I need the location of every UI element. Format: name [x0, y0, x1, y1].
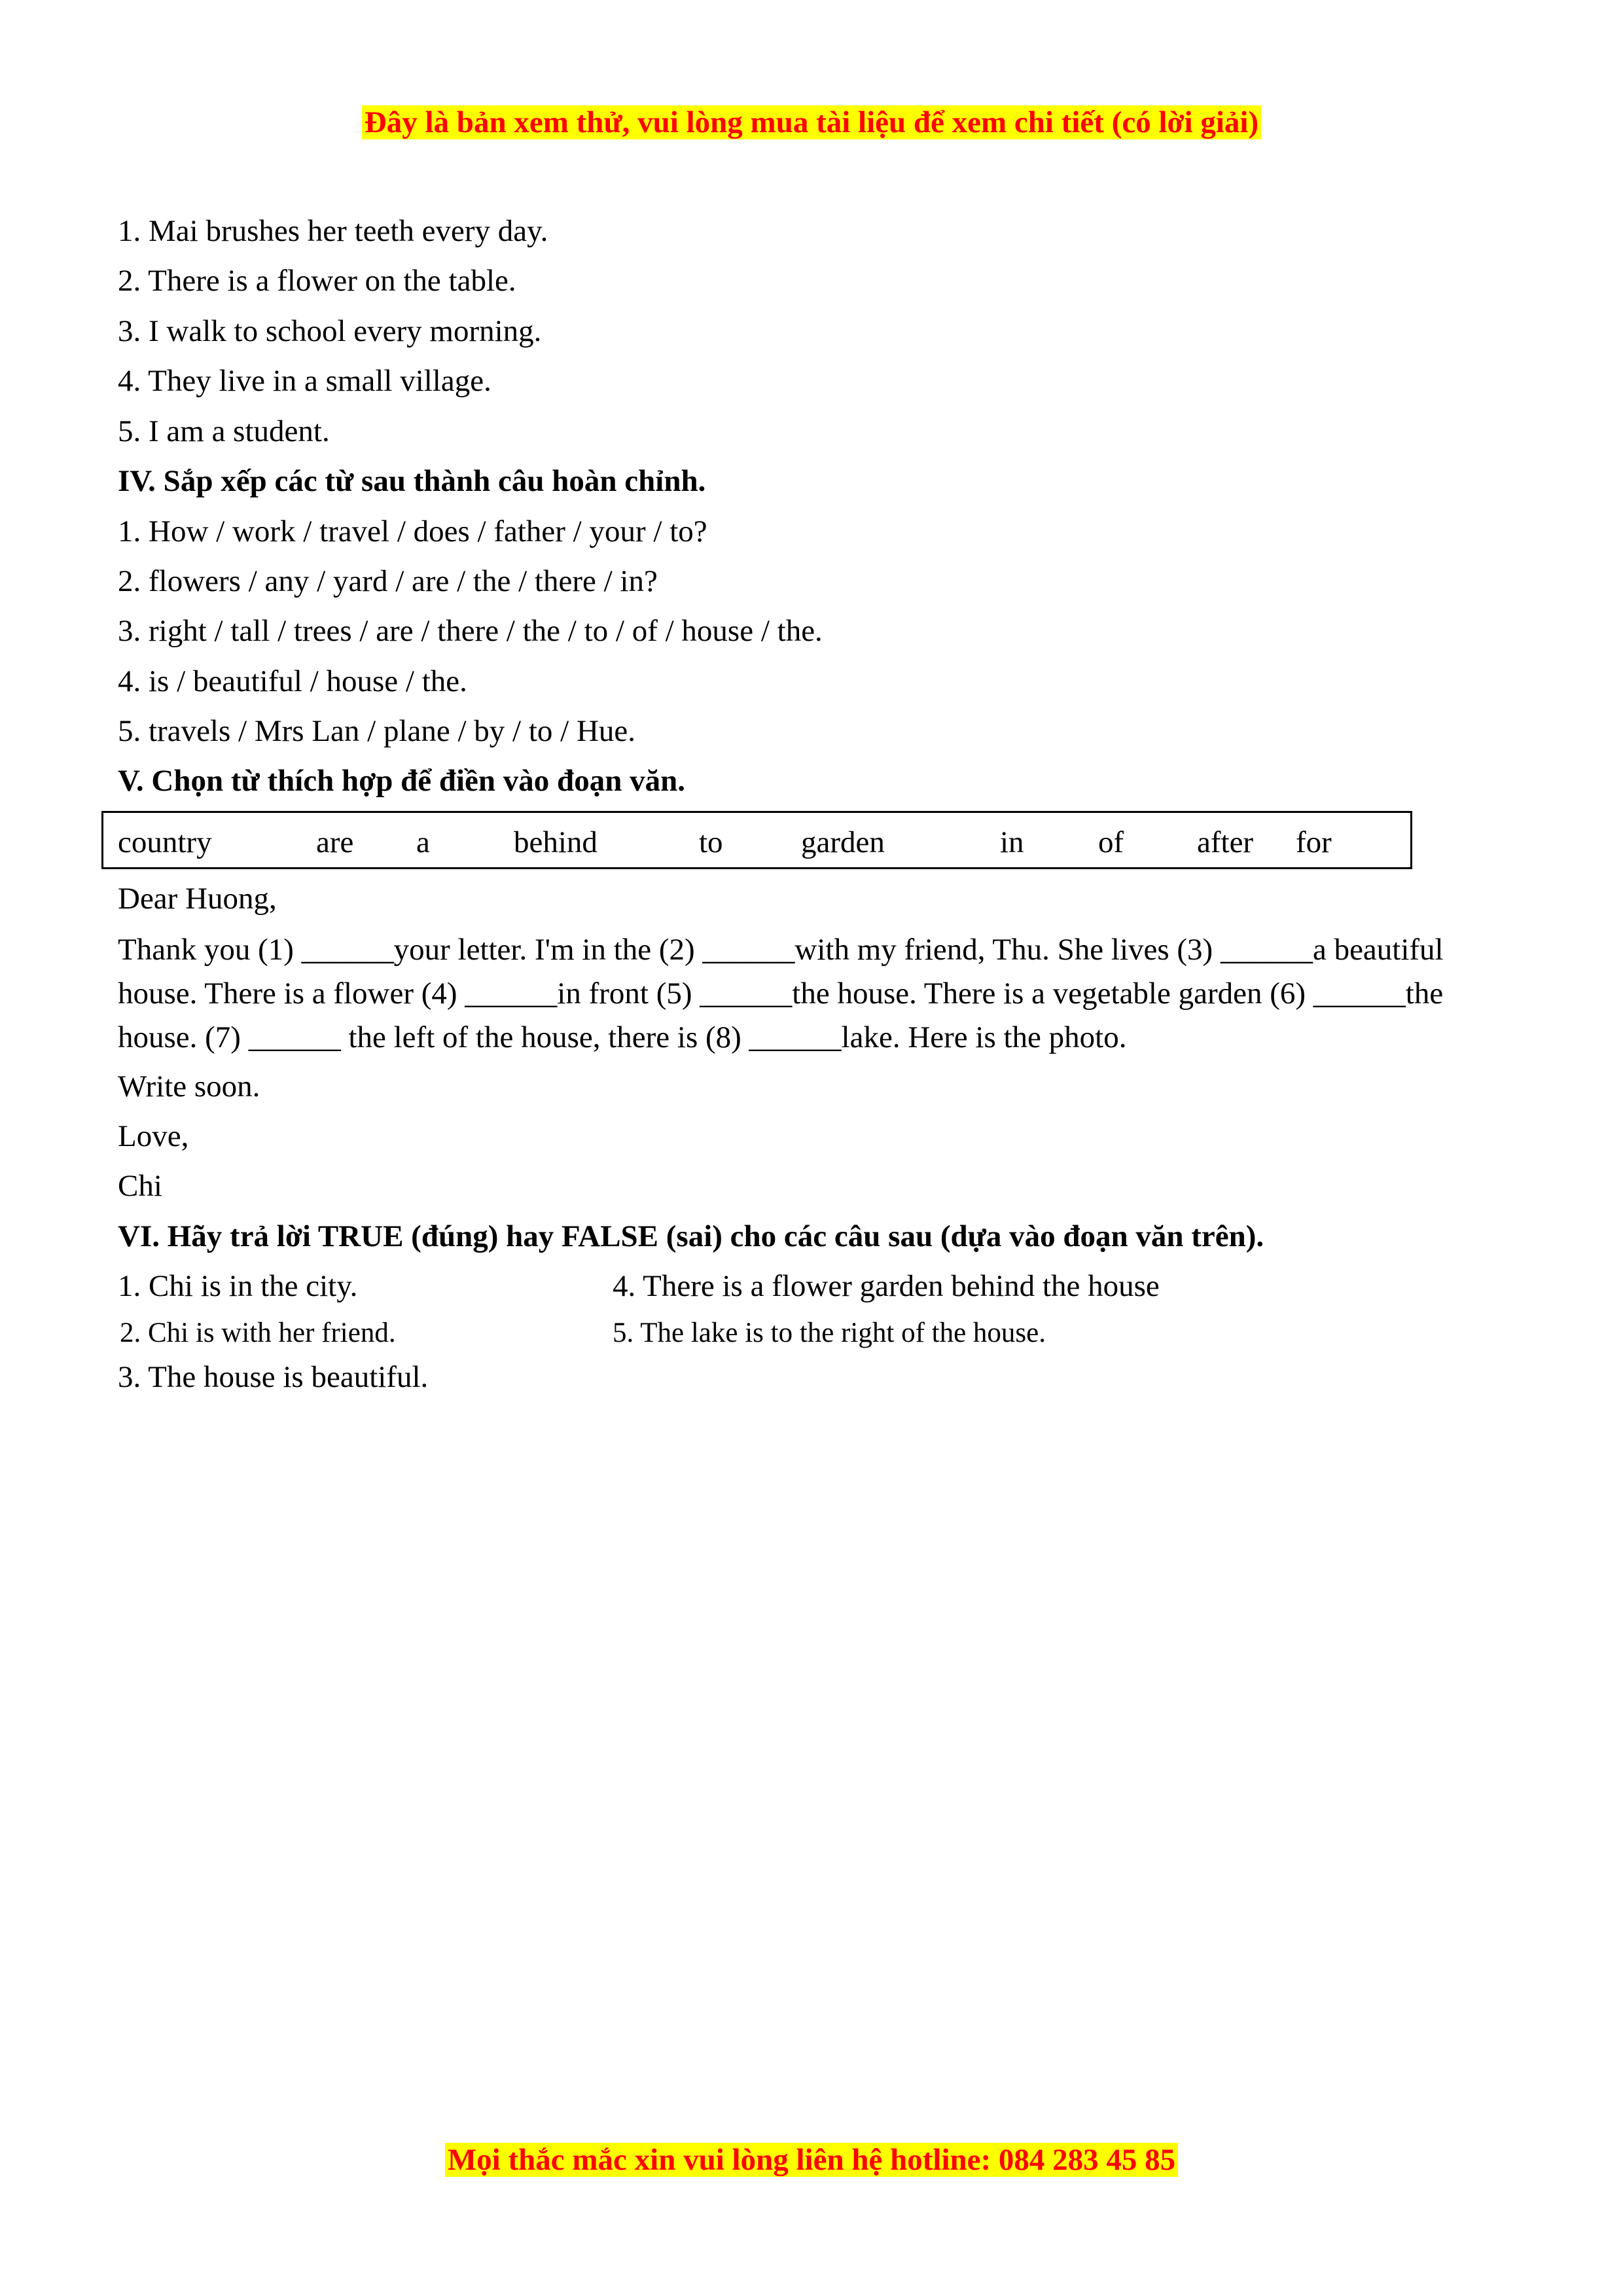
word-bank-word: behind	[514, 825, 597, 859]
word-bank-word: after	[1197, 825, 1254, 859]
letter-signoff: Love,	[118, 1119, 189, 1153]
hotline-notice-banner	[0, 2142, 1623, 2178]
word-bank-word: a	[416, 825, 430, 859]
preview-notice-banner	[0, 105, 1623, 140]
word-bank-word: for	[1296, 825, 1332, 859]
word-bank-word: are	[316, 825, 354, 859]
letter-closing: Write soon.	[118, 1069, 260, 1103]
word-bank-word: of	[1098, 825, 1124, 859]
true-false-item: 1. Chi is in the city.	[118, 1269, 358, 1303]
true-false-item: 2. Chi is with her friend.	[120, 1318, 396, 1348]
preview-notice-text: Đây là bản xem thử, vui lòng mua tài liệu để xem chi tiết (có lời giải)	[362, 105, 1261, 139]
letter-signature: Chi	[118, 1169, 162, 1203]
word-bank-box	[101, 811, 1412, 869]
exercise-item: 1. Mai brushes her teeth every day.	[118, 214, 548, 248]
true-false-item: 5. The lake is to the right of the house.	[613, 1318, 1046, 1348]
sentence-scramble-item: 5. travels / Mrs Lan / plane / by / to / Hue.	[118, 714, 636, 748]
sentence-scramble-item: 1. How / work / travel / does / father / your / to?	[118, 514, 707, 548]
word-bank-word: in	[1000, 825, 1024, 859]
exercise-item: 2. There is a flower on the table.	[118, 264, 516, 298]
true-false-item: 4. There is a flower garden behind the house	[613, 1269, 1160, 1303]
exercise-item: 5. I am a student.	[118, 414, 330, 448]
true-false-item: 3. The house is beautiful.	[118, 1360, 429, 1394]
sentence-scramble-item: 2. flowers / any / yard / are / the / there / in?	[118, 564, 658, 598]
hotline-notice-text: Mọi thắc mắc xin vui lòng liên hệ hotline: 084 283 45 85	[445, 2143, 1178, 2177]
sentence-scramble-item: 4. is / beautiful / house / the.	[118, 664, 467, 698]
exercise-item: 4. They live in a small village.	[118, 364, 491, 398]
sentence-scramble-item: 3. right / tall / trees / are / there / the / to / of / house / the.	[118, 614, 823, 648]
letter-paragraph: Thank you (1) ______your letter. I'm in the (2) ______with my friend, Thu. She lives (3) ______a beautiful house. There is a flower (4) ______in front (5) ______the house. There is a vegetable garden (6) ______the house. (7) ______ the left of the house, there is (8) ______lake. Here is the photo.	[118, 933, 1444, 1054]
exercise-item: 3. I walk to school every morning.	[118, 314, 542, 348]
letter-greeting: Dear Huong,	[118, 882, 277, 916]
section-vi-heading: VI. Hãy trả lời TRUE (đúng) hay FALSE (sai) cho các câu sau (dựa vào đoạn văn trên).	[118, 1219, 1264, 1253]
word-bank-word: country	[118, 825, 212, 859]
section-iv-heading: IV. Sắp xếp các từ sau thành câu hoàn chỉnh.	[118, 464, 706, 498]
word-bank-word: garden	[801, 825, 885, 859]
section-v-heading: V. Chọn từ thích hợp để điền vào đoạn văn.	[118, 764, 685, 798]
word-bank-word: to	[699, 825, 723, 859]
